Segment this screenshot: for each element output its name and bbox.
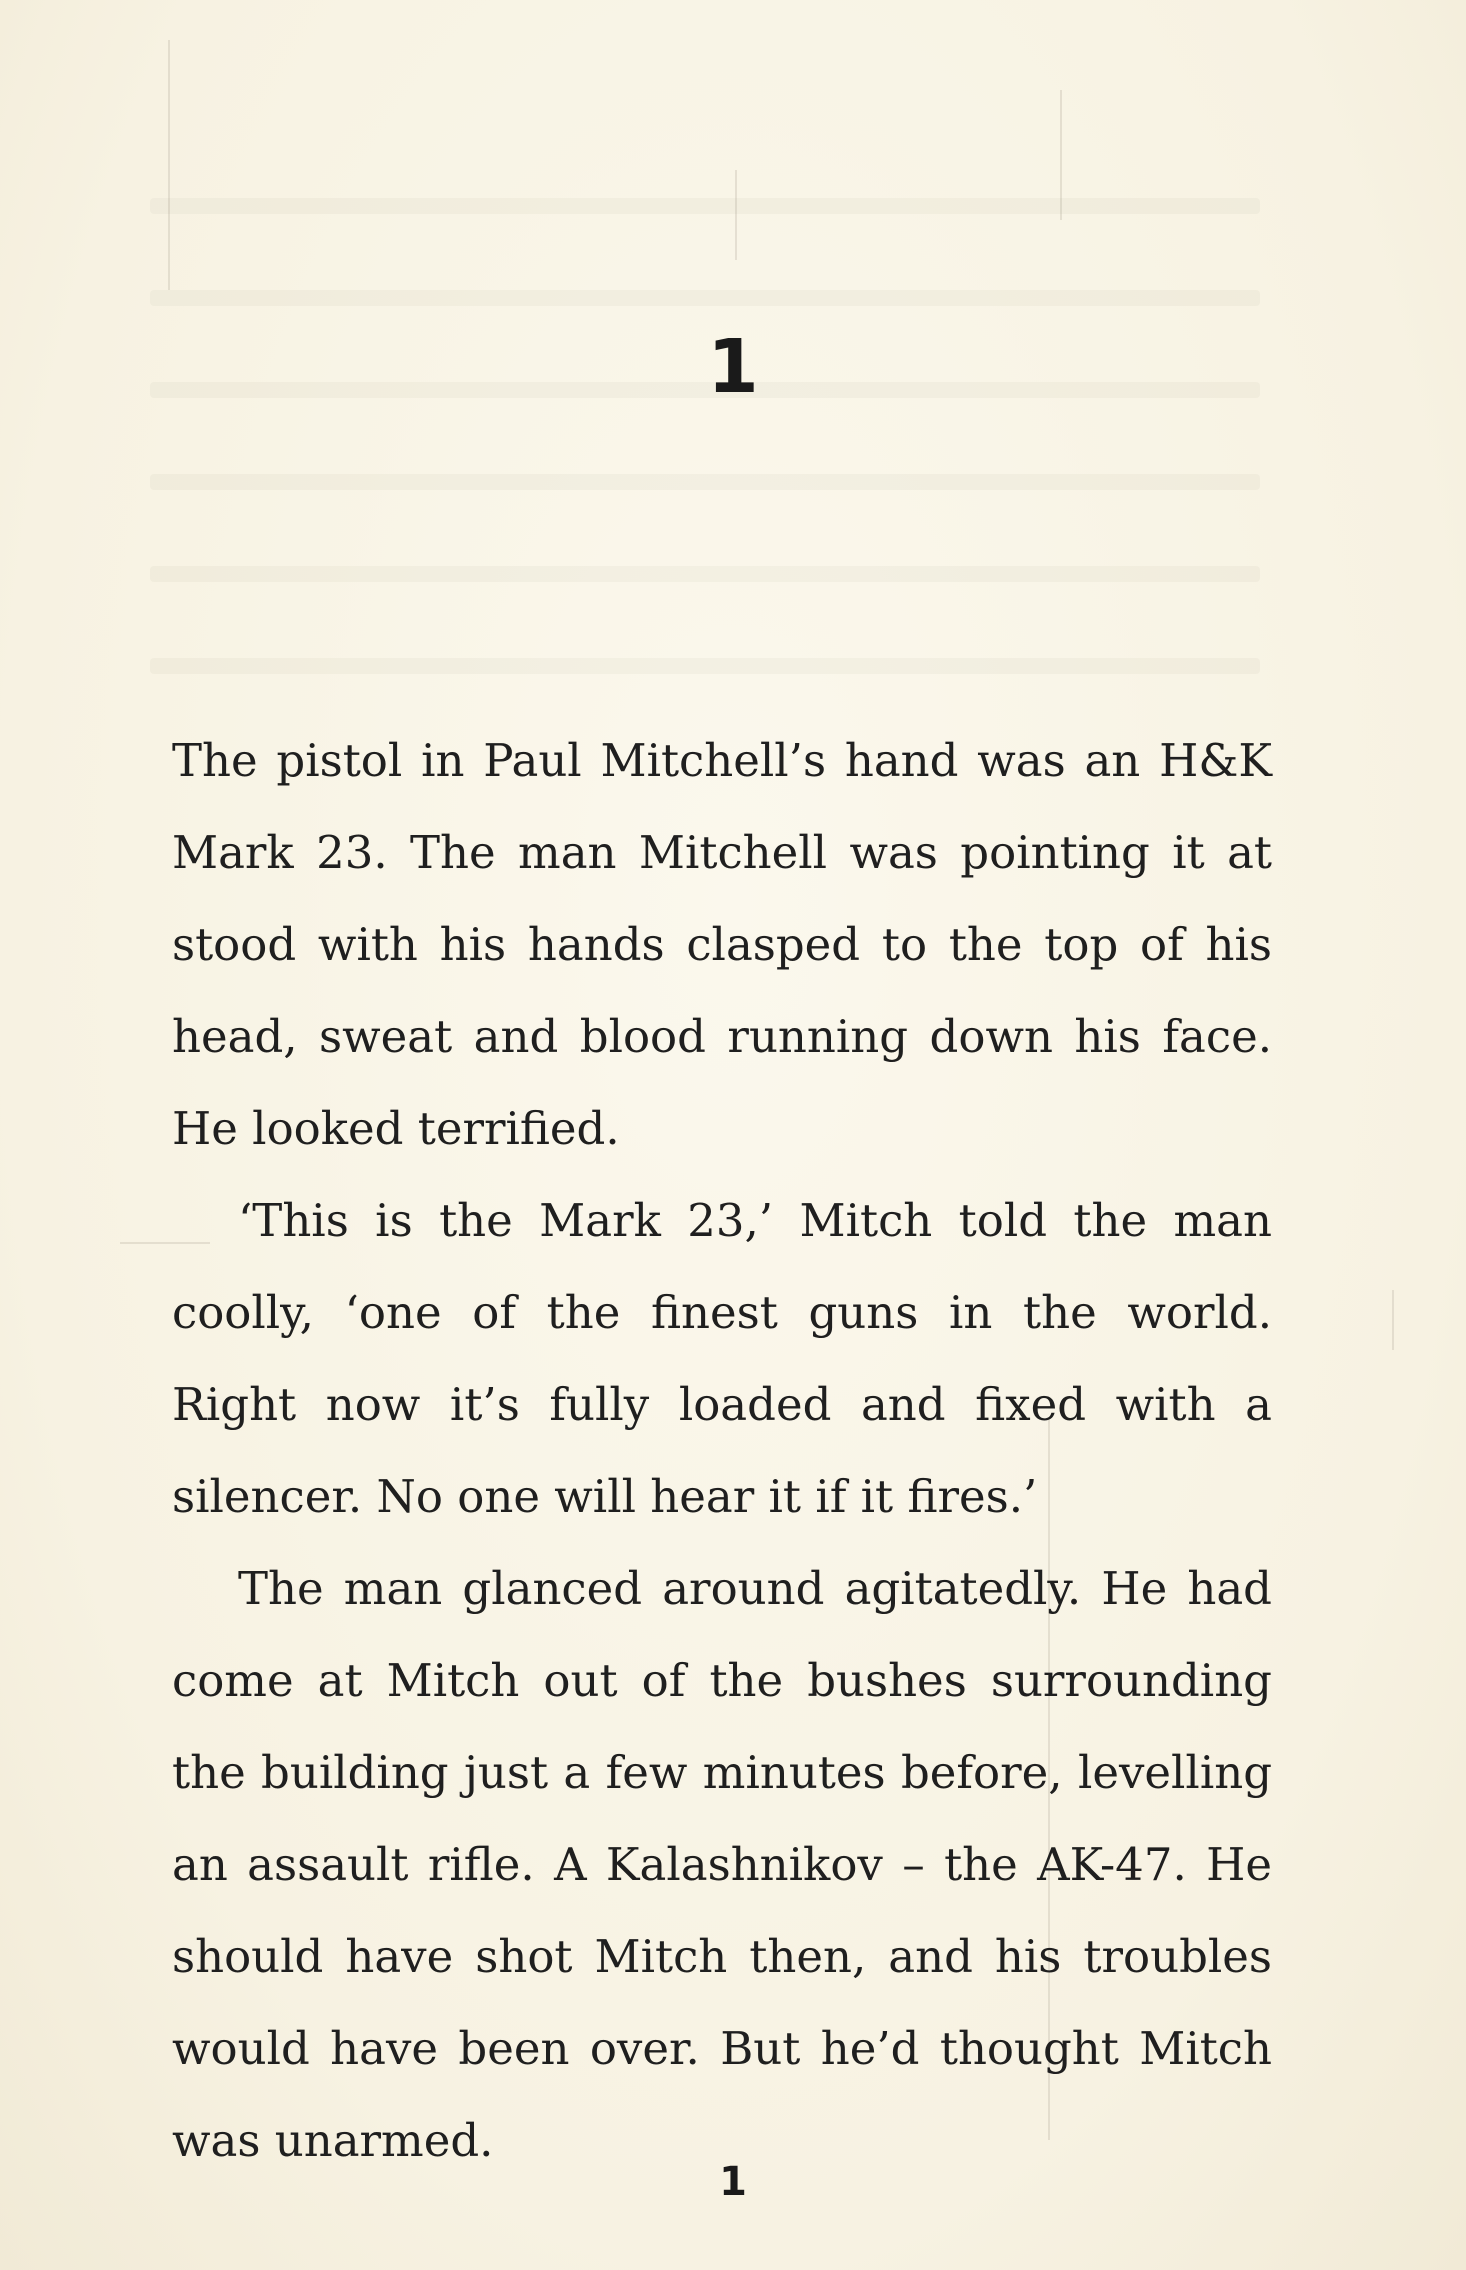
paragraph: The man glanced around agitatedly. He had come at Mitch out of the bushes surrounding the building just a few minutes before, levelling an assault rifle. A Kalashnikov – the AK-47. He should have shot Mitch then, and his troubles would have been over. But he’d thought Mitch was unarmed. (172, 1562, 1272, 2167)
bleed-through (150, 290, 1260, 306)
scan-mark (1392, 1290, 1394, 1350)
scan-mark (735, 170, 737, 260)
page-number: 1 (719, 2159, 747, 2205)
body-text (172, 715, 1272, 2187)
bleed-through (150, 658, 1260, 674)
bleed-through (150, 474, 1260, 490)
bleed-through (150, 566, 1260, 582)
chapter-number: 1 (707, 324, 759, 410)
paragraph: The pistol in Paul Mitchell’s hand was an H&K Mark 23. The man Mitchell was pointing it at stood with his hands clasped to the top of his head, sweat and blood running down his face. He looked terrified. (172, 734, 1272, 1155)
bleed-through (150, 198, 1260, 214)
scan-mark (168, 40, 170, 290)
paragraph: ‘This is the Mark 23,’ Mitch told the man coolly, ‘one of the finest guns in the world. Right now it’s fully loaded and fixed with a silencer. No one will hear it if it fires.’ (172, 1194, 1272, 1523)
